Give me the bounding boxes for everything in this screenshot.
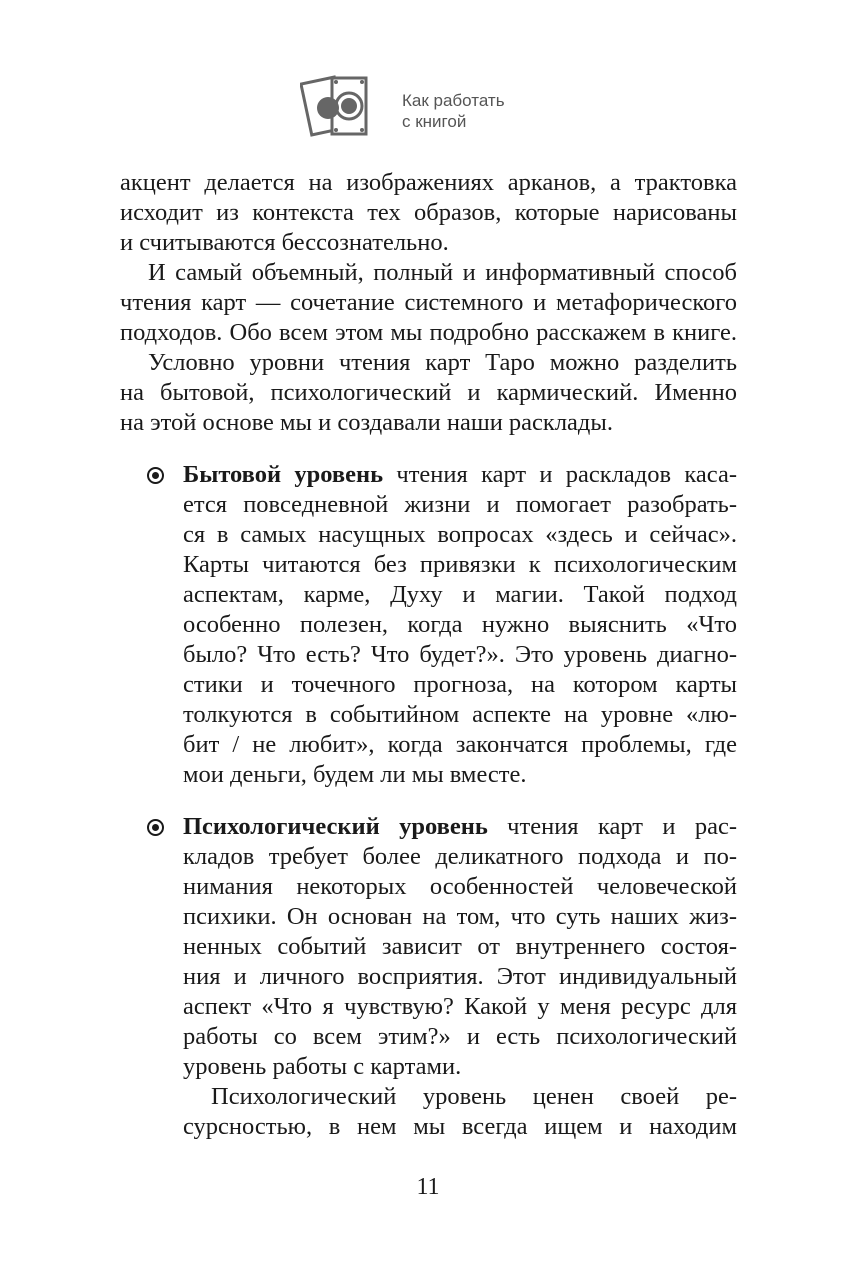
bullet-item-everyday-level	[120, 460, 737, 790]
text-line: было? Что есть? Что будет?». Это уровень диагно-	[183, 641, 737, 668]
text-span: чтения карт и раскладов каса-	[383, 461, 737, 488]
text-line: ния и личного восприятия. Этот индивидуальный	[183, 963, 737, 990]
tarot-cards-icon	[300, 72, 386, 144]
text-line: аспектам, карме, Духу и магии. Такой подход	[183, 581, 737, 608]
text-line: на этой основе мы и создавали наши расклады.	[120, 409, 613, 436]
text-line: работы со всем этим?» и есть психологический	[183, 1023, 737, 1050]
text-line: ненных событий зависит от внутреннего состоя-	[183, 933, 737, 960]
bold-term: Психологический уровень	[183, 813, 488, 840]
text-line: Условно уровни чтения карт Таро можно разделить	[148, 349, 737, 376]
text-line: нимания некоторых особенностей человеческой	[183, 873, 737, 900]
text-line	[183, 812, 737, 842]
text-line: на бытовой, психологический и кармический. Именно	[120, 379, 737, 406]
text-line: бит / не любит», когда закончатся проблемы, где	[183, 731, 737, 758]
paragraph	[120, 168, 737, 258]
header-section-title-line2: с книгой	[402, 112, 467, 131]
text-line: И самый объемный, полный и информативный способ	[148, 259, 737, 286]
text-line: исходит из контекста тех образов, которые нарисованы	[120, 199, 737, 226]
text-line: особенно полезен, когда нужно выяснить «Что	[183, 611, 737, 638]
text-line: чтения карт — сочетание системного и метафорического	[120, 289, 737, 316]
bullet-item-psychological-level	[120, 812, 737, 1082]
text-line: уровень работы с картами.	[183, 1053, 462, 1080]
text-line: ется повседневной жизни и помогает разобрать-	[183, 491, 737, 518]
running-header	[300, 72, 505, 144]
header-section-title-line1: Как работать	[402, 91, 505, 110]
text-span: чтения карт и рас-	[487, 813, 737, 840]
paragraph	[120, 1082, 737, 1142]
text-line	[183, 460, 737, 490]
bullet-circle-icon	[147, 819, 164, 836]
text-line: аспект «Что я чувствую? Какой у меня ресурс для	[183, 993, 737, 1020]
text-line: подходов. Обо всем этом мы подробно расскажем в книге.	[120, 319, 737, 346]
text-line: толкуются в событийном аспекте на уровне «лю-	[183, 701, 737, 728]
bold-term: Бытовой уровень	[183, 461, 384, 488]
text-line: Карты читаются без привязки к психологическим	[183, 551, 737, 578]
text-line: ся в самых насущных вопросах «здесь и сейчас».	[183, 521, 737, 548]
text-line: психики. Он основан на том, что суть наших жиз-	[183, 903, 737, 930]
text-line: сурсностью, в нем мы всегда ищем и находим	[183, 1113, 737, 1140]
text-line: мои деньги, будем ли мы вместе.	[183, 761, 527, 788]
text-line: стики и точечного прогноза, на котором карты	[183, 671, 737, 698]
page-body	[120, 168, 737, 1142]
page-number: 11	[416, 1174, 440, 1200]
text-line: и считываются бессознательно.	[120, 229, 449, 256]
paragraph	[120, 258, 737, 348]
paragraph	[120, 348, 737, 438]
text-line: кладов требует более деликатного подхода и по-	[183, 843, 737, 870]
text-line: Психологический уровень ценен своей ре-	[211, 1083, 737, 1110]
text-line: акцент делается на изображениях арканов, а трактовка	[120, 169, 737, 196]
bullet-circle-icon	[147, 467, 164, 484]
